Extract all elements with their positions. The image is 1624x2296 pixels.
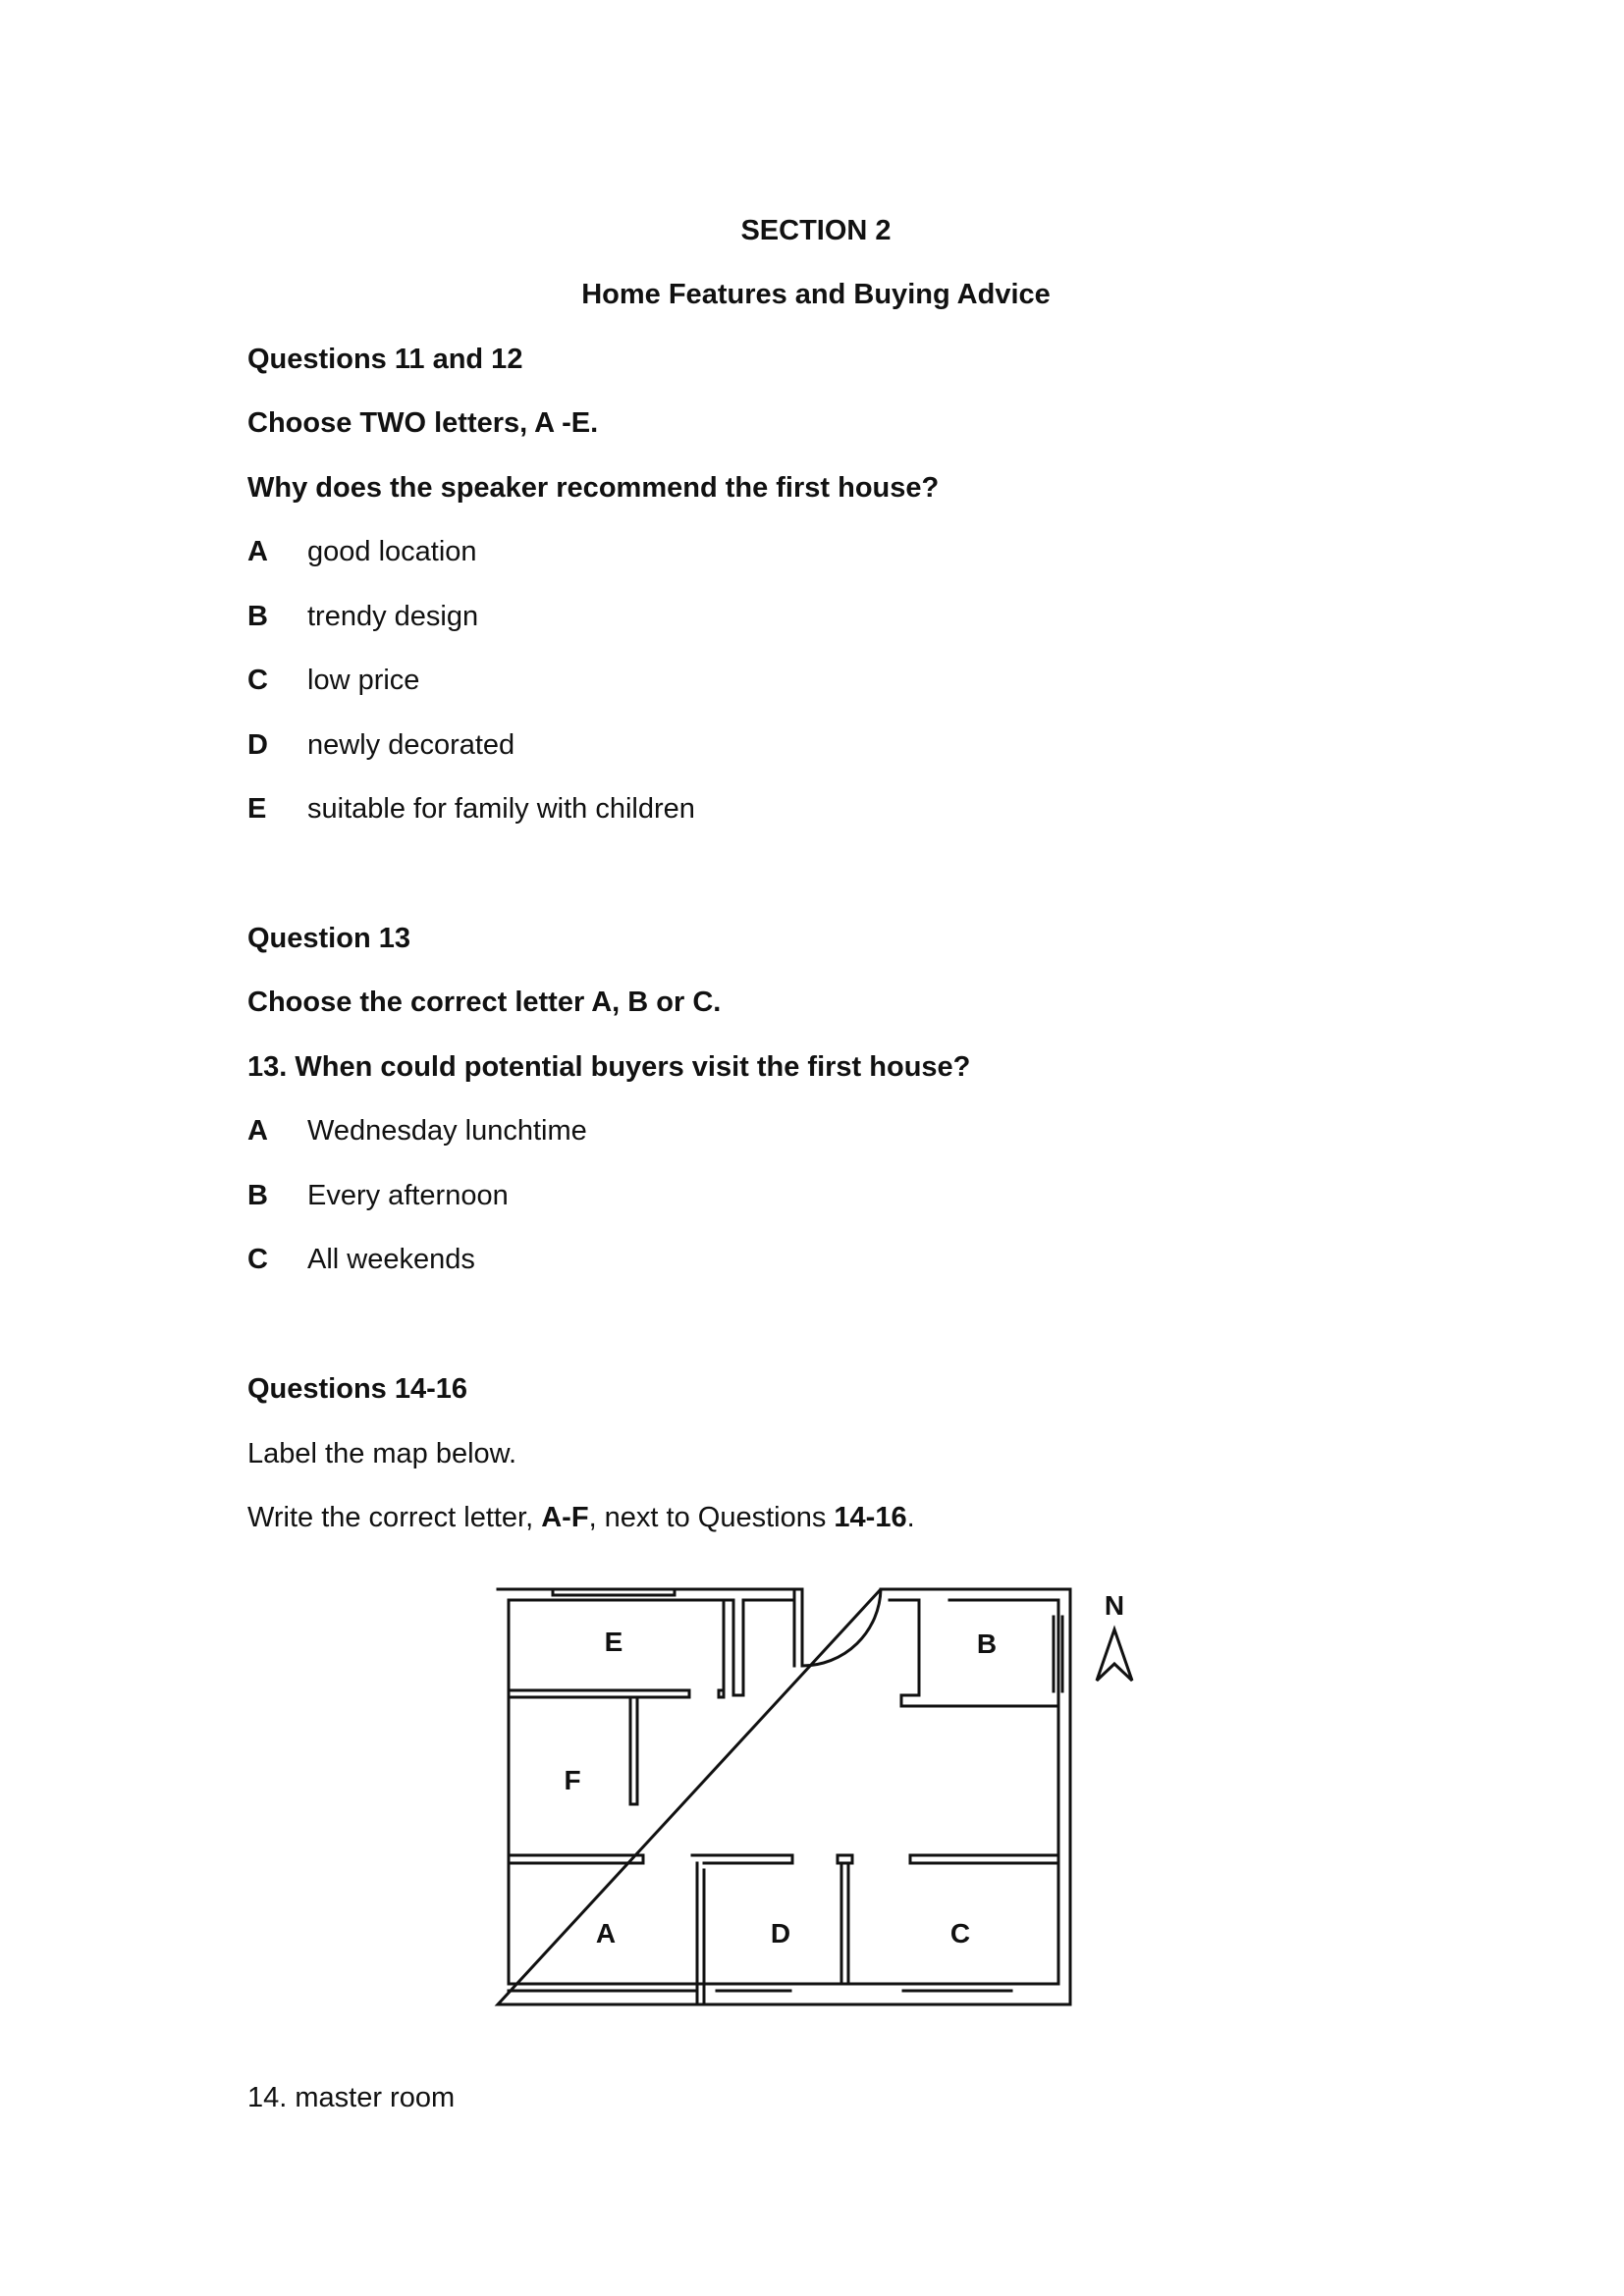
- instruction-text: , next to Questions: [588, 1502, 835, 1533]
- window-top: [553, 1589, 675, 1595]
- q11-12-option-b: [247, 600, 478, 633]
- q14-16-instruction-1: Label the map below.: [247, 1438, 517, 1469]
- option-text: Wednesday lunchtime: [307, 1115, 587, 1147]
- room-label-b: B: [976, 1629, 998, 1659]
- wall-f-bottom: [509, 1855, 643, 1863]
- q11-12-question: Why does the speaker recommend the first house?: [247, 472, 940, 504]
- north-arrow-icon: [1097, 1629, 1132, 1681]
- instruction-text: .: [906, 1502, 915, 1533]
- room-label-c: C: [949, 1918, 971, 1949]
- q13-option-c: [247, 1243, 475, 1276]
- q11-12-instruction: Choose TWO letters, A -E.: [247, 407, 599, 439]
- option-text: Every afternoon: [307, 1180, 509, 1211]
- option-letter: C: [247, 665, 268, 696]
- q14-item: 14. master room: [247, 2082, 456, 2113]
- option-text: trendy design: [307, 601, 479, 632]
- instruction-letters: A-F: [541, 1502, 589, 1533]
- q13-option-a: [247, 1114, 587, 1148]
- wall-d-c-top: [838, 1855, 852, 1863]
- q11-12-option-e: [247, 792, 695, 826]
- wall-corridor-left: [719, 1600, 724, 1697]
- option-text: All weekends: [307, 1244, 475, 1275]
- wall-f-partition: [630, 1697, 637, 1804]
- room-label-a: A: [595, 1918, 617, 1949]
- wall-c-top: [910, 1855, 1058, 1863]
- wall-e-bottom: [509, 1690, 689, 1697]
- room-label-f: F: [564, 1765, 581, 1795]
- q11-12-heading: Questions 11 and 12: [247, 344, 523, 375]
- option-letter: B: [247, 601, 268, 632]
- q13-instruction: Choose the correct letter A, B or C.: [247, 987, 722, 1018]
- q13-option-b: [247, 1179, 509, 1212]
- instruction-numbers: 14-16: [834, 1502, 907, 1533]
- wall-d-top: [692, 1855, 792, 1863]
- option-text: newly decorated: [307, 729, 515, 761]
- north-label: N: [1104, 1590, 1125, 1621]
- option-text: good location: [307, 536, 477, 567]
- section-title: SECTION 2: [740, 215, 892, 246]
- room-label-d: D: [770, 1918, 791, 1949]
- wall-d-c: [841, 1863, 848, 1984]
- q11-12-option-a: [247, 535, 477, 568]
- q14-16-heading: Questions 14-16: [247, 1373, 468, 1405]
- option-letter: E: [247, 793, 267, 825]
- room-label-e: E: [604, 1627, 623, 1657]
- q13-question: 13. When could potential buyers visit the first house?: [247, 1051, 971, 1083]
- instruction-text: Write the correct letter,: [247, 1502, 542, 1533]
- option-letter: C: [247, 1244, 268, 1275]
- option-text: low price: [307, 665, 420, 696]
- q13-heading: Question 13: [247, 923, 410, 954]
- option-letter: A: [247, 536, 268, 567]
- option-text: suitable for family with children: [307, 793, 695, 825]
- option-letter: D: [247, 729, 268, 761]
- floor-plan: [486, 1575, 1154, 2017]
- option-letter: B: [247, 1180, 268, 1211]
- q14-16-instruction-2: [247, 1501, 915, 1534]
- q11-12-option-d: [247, 728, 514, 762]
- section-subtitle: Home Features and Buying Advice: [581, 279, 1051, 310]
- q11-12-option-c: [247, 664, 419, 697]
- option-letter: A: [247, 1115, 268, 1147]
